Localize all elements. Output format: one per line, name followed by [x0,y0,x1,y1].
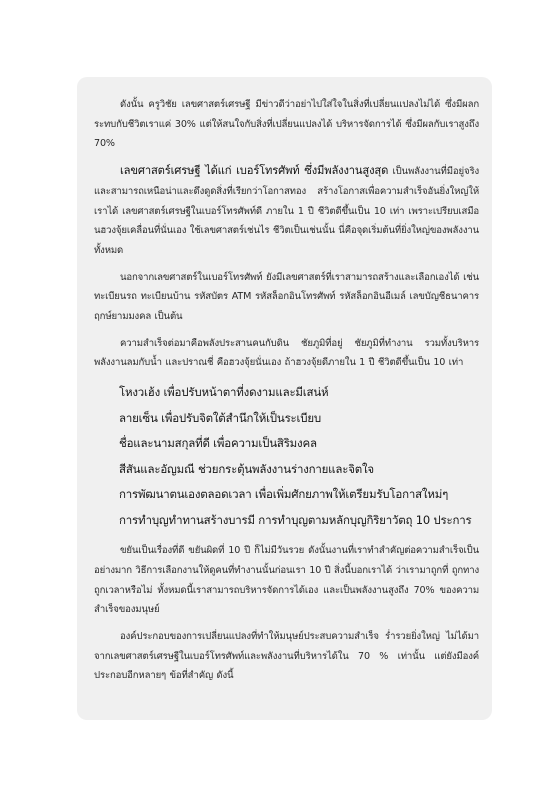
bullet-item: โหงวเฮ้ง เพื่อปรับหน้าตาที่งดงามและมีเสน่ห์ [119,385,329,400]
bullet-item: สีสันและอัญมณี ช่วยกระตุ้นพลังงานร่างกายและจิตใจ [119,461,374,476]
paragraph-2 [94,161,479,261]
bullet-item: การทำบุญทำทานสร้างบารมี การทำบุญตามหลักบุญกิริยาวัตถุ 10 ประการ [119,512,472,527]
bullet-list [94,380,479,533]
closing-paragraph-1: ขยันเป็นเรื่องที่ดี ขยันผิดที่ 10 ปี ก็ไม่มีวันรวย ดังนั้นงานที่เราทำสำคัญต่อความสำเร็จเป็นอย่างมาก วิธีการเลือกงานให้ดูคนที่ทำงานนั้นก่อนเรา 10 ปี สิ่งนี้บอกเราได้ ว่าเรามาถูกที่ ถูกทาง ถูกเวลาหรือไม่ ทั้งหมดนี้เราสามารถบริหารจัดการได้เอง และเป็นพลังงานสูงถึง 70% ของความสำเร็จของมนุษย์ [94,545,479,616]
closing-paragraph-2: องค์ประกอบของการเปลี่ยนแปลงที่ทำให้มนุษย์ประสบความสำเร็จ ร่ำรวยยิ่งใหญ่ ไม่ได้มาจากเลขศาสตร์เศรษฐีในเบอร์โทรศัพท์และพลังงานที่บริหารได้ใน 70 % เท่านั้น แต่ยังมีองค์ประกอบอีกหลายๆ ข้อที่สำคัญ ดังนี้ [94,630,479,682]
paragraph-3-text: นอกจากเลขศาสตร์ในเบอร์โทรศัพท์ ยังมีเลขศาสตร์ที่เราสามารถสร้างและเลือกเองได้ เช่น ทะเบียนรถ ทะเบียนบ้าน รหัสบัตร ATM รหัสล็อกอินโทรศัพท์ รหัสล็อกอินอีเมล์ เลขบัญชีธนาคาร ฤกษ์ยามมงคล เป็นต้น [94,271,479,323]
paragraph-3 [94,268,479,327]
paragraph-2-text: เป็นพลังงานที่มีอยู่จริงและสามารถเหนือน่าและดึงดูดสิ่งที่เรียกว่าโอกาสทอง สร้างโอกาสเพื่อความสำเร็จอันยิ่งใหญ่ให้เราได้ เลขศาสตร์เศรษฐีในเบอร์โทรศัพท์ดี ภายใน 1 ปี ชีวิตดีขึ้นเป็น 10 เท่า เพราะเปรียบเสมือนฮวงจุ้ยเคลื่อนที่นั่นเอง ใช้เลขศาสตร์เช่นไร ชีวิตเป็นเช่นนั้น นี่คือจุดเริ่มต้นที่ยิ่งใหญ่ของพลังงานทั้งหมด [94,166,479,256]
bullet-item: การพัฒนาตนเองตลอดเวลา เพื่อเพิ่มศักยภาพให้เตรียมรับโอกาสใหม่ๆ [119,487,449,502]
page-panel [77,77,492,720]
bullet-item: ชื่อและนามสกุลที่ดี เพื่อความเป็นสิริมงคล [119,436,317,451]
paragraph-1-text: ดังนั้น ครูวิชัย เลขศาสตร์เศรษฐี มีข่าวดีว่าอย่าไปใส่ใจในสิ่งที่เปลี่ยนแปลงไม่ได้ ซึ่งมีผลกระทบกับชีวิตเราแค่ 30% แต่ให้สนใจกับสิ่งที่เปลี่ยนแปลงได้ บริหารจัดการได้ ซึ่งมีผลกับเราสูงถึง 70% [94,99,479,150]
paragraph-4-text: ความสำเร็จต่อมาคือพลังประสานคนกับดิน ชัยภูมิที่อยู่ ชัยภูมิที่ทำงาน รวมทั้งบริหารพลังงานลมกับน้ำ และปราณชี่ คือฮวงจุ้ยนั่นเอง ถ้าฮวงจุ้ยดีภายใน 1 ปี ชีวิตดีขึ้นเป็น 10 เท่า [94,337,479,369]
paragraph-1 [94,95,479,154]
paragraph-2-lead: เลขศาสตร์เศรษฐี ได้แก่ เบอร์โทรศัพท์ ซึ่งมีพลังงานสูงสุด [120,164,389,178]
paragraph-4 [94,334,479,373]
bullet-item: ลายเซ็น เพื่อปรับจิตใต้สำนึกให้เป็นระเบียบ [119,410,321,425]
